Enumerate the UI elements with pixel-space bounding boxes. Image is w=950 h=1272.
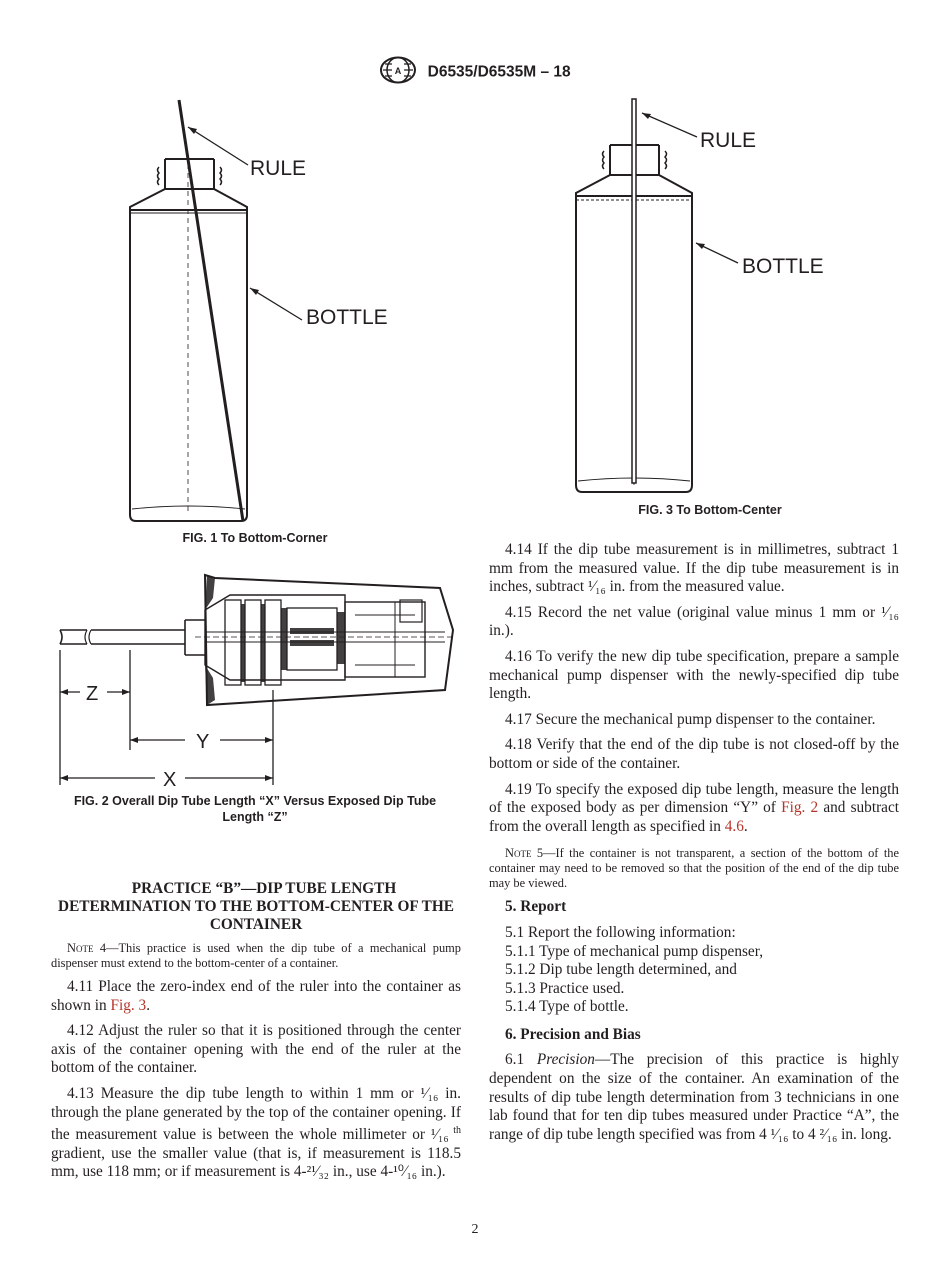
- list-item: 5.1.2 Dip tube length determined, and: [505, 961, 737, 979]
- figure-2-dip-tube-diagram: [55, 570, 455, 788]
- note-4: Note 4—This practice is used when the dip tube of a mechanical pump dispenser must extend to the bottom-center of a container.: [51, 941, 461, 970]
- paragraph-4-16: 4.16 To verify the new dip tube specification, prepare a sample mechanical pump dispenser with the newly-specified dip tube length.: [489, 647, 899, 703]
- paragraph-4-19: 4.19 To specify the exposed dip tube length, measure the length of the exposed body as per dimension “Y” of Fig. 2 and subtract from the overall length as specified in 4.6.: [489, 780, 899, 835]
- paragraph-4-17: 4.17 Secure the mechanical pump dispenser to the container.: [505, 710, 876, 728]
- paragraph-4-12: 4.12 Adjust the ruler so that it is positioned through the center axis of the container opening with the end of the ruler at the bottom of the container.: [51, 1022, 461, 1077]
- fig2-x-label: X: [163, 769, 177, 788]
- section-6-heading: 6. Precision and Bias: [505, 1025, 641, 1043]
- paragraph-6-1: 6.1 Precision—The precision of this practice is highly dependent on the size of the container. An examination of the results of dip tube length determination from 3 technicians in one lab found that for ten dip tubes measured under Practice “A”, the range of dip tube length specified was from 4 ¹⁄₁₆ to 4 ²⁄₁₆ in. long.: [489, 1051, 899, 1143]
- paragraph-4-13: 4.13 Measure the dip tube length to within 1 mm or ¹⁄₁₆ in. through the plane generated by the top of the container opening. If the measurement value is between the whole millimeter or ¹⁄₁₆ $^{th}$ gradient, use the smaller value (that is, if measurement is 118.5 mm, use 118 mm; or if measurement is 4-²¹⁄₃₂ in., use 4-¹⁰⁄₁₆ in.).: [51, 1084, 462, 1181]
- fig2-y-label: Y: [196, 731, 210, 753]
- figure-1-caption: FIG. 1 To Bottom-Corner: [182, 531, 328, 545]
- figure-3-bottle-center: [560, 95, 860, 500]
- paragraph-4-15: 4.15 Record the net value (original value minus 1 mm or ¹⁄₁₆ in.).: [489, 603, 899, 640]
- fig-3-link[interactable]: Fig. 3: [110, 996, 147, 1014]
- section-5-heading: 5. Report: [505, 898, 567, 916]
- fig-2-link[interactable]: Fig. 2: [781, 799, 819, 817]
- figure-2-caption: FIG. 2 Overall Dip Tube Length “X” Versus Exposed Dip Tube Length “Z”: [73, 794, 437, 824]
- report-list: [489, 924, 899, 1017]
- paragraph-4-14: 4.14 If the dip tube measurement is in millimetres, subtract 1 mm from the measured value. If the dip tube measurement is in inches, subtract ¹⁄₁₆ in. from the measured value.: [489, 541, 899, 596]
- right-column: [489, 541, 899, 1151]
- page-number: 2: [471, 1222, 479, 1237]
- fig1-bottle-label: BOTTLE: [306, 306, 388, 329]
- svg-text:A: A: [395, 66, 402, 76]
- page-header: [0, 56, 950, 89]
- fig3-rule-label: RULE: [700, 129, 757, 152]
- paragraph-4-11: 4.11 Place the zero-index end of the ruler into the container as shown in Fig. 3.: [51, 978, 461, 1014]
- fig1-rule-label: RULE: [250, 157, 307, 180]
- document-designation: D6535/D6535M – 18: [427, 63, 571, 81]
- list-item: 5.1.3 Practice used.: [505, 979, 625, 997]
- fig2-z-label: Z: [86, 683, 99, 705]
- practice-b-heading: PRACTICE “B”—DIP TUBE LENGTH DETERMINATION TO THE BOTTOM-CENTER OF THE CONTAINER: [58, 880, 454, 933]
- paragraph-4-18: 4.18 Verify that the end of the dip tube is not closed-off by the bottom or side of the container.: [489, 736, 899, 772]
- left-column: [51, 880, 461, 1189]
- figure-1-bottle-corner: [110, 95, 410, 525]
- section-4-6-link[interactable]: 4.6: [724, 817, 744, 835]
- list-item: 5.1.1 Type of mechanical pump dispenser,: [505, 942, 764, 960]
- fig3-bottle-label: BOTTLE: [742, 255, 824, 278]
- list-item: 5.1.4 Type of bottle.: [505, 998, 629, 1016]
- figure-3-caption: FIG. 3 To Bottom-Center: [638, 503, 782, 517]
- list-item: 5.1 Report the following information:: [505, 923, 736, 941]
- note-5: Note 5—If the container is not transparent, a section of the bottom of the container may need to be removed so that the position of the end of the dip tube may be viewed.: [489, 846, 899, 891]
- astm-logo-icon: [379, 56, 417, 89]
